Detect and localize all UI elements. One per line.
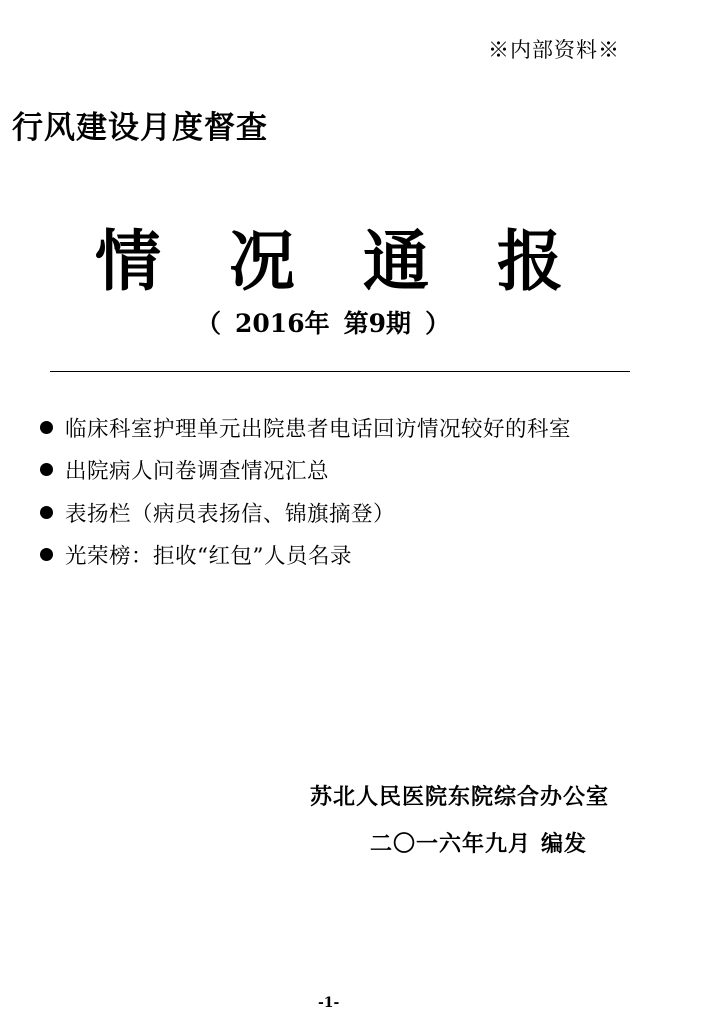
contents-item xyxy=(40,491,571,534)
issue-line xyxy=(196,304,450,340)
bullet-icon xyxy=(40,506,53,519)
issuer-name: 苏北人民医院东院综合办公室 xyxy=(310,784,610,810)
issue-year-unit: 年 xyxy=(304,309,330,338)
classification-label: ※内部资料※ xyxy=(488,38,620,62)
contents-list xyxy=(40,406,571,576)
issue-date: 二〇一六年九月 xyxy=(370,831,532,857)
issue-open-paren: （ xyxy=(196,309,222,338)
bullet-icon xyxy=(40,463,53,476)
issue-date-line xyxy=(370,827,587,858)
contents-item-text: 表扬栏（病员表扬信、锦旗摘登） xyxy=(65,501,396,527)
issue-unit: 期 xyxy=(386,309,412,338)
bulletin-supertitle: 行风建设月度督查 xyxy=(12,110,268,146)
contents-item-text: 光荣榜：拒收“红包”人员名录 xyxy=(65,544,352,570)
contents-item xyxy=(40,534,571,577)
issue-prefix: 第 xyxy=(343,309,369,338)
bullet-icon xyxy=(40,421,53,434)
bulletin-main-title: 情况通报 xyxy=(95,222,631,300)
contents-item xyxy=(40,449,571,492)
issue-action: 编发 xyxy=(541,831,588,857)
issue-year: 2016 xyxy=(235,309,305,338)
title-divider xyxy=(50,371,630,372)
bullet-icon xyxy=(40,548,53,561)
contents-item xyxy=(40,406,571,449)
issue-number: 9 xyxy=(368,309,387,338)
issue-close-paren: ） xyxy=(425,309,451,338)
page-number: -1- xyxy=(318,995,340,1011)
contents-item-text: 临床科室护理单元出院患者电话回访情况较好的科室 xyxy=(65,416,572,442)
contents-item-text: 出院病人问卷调查情况汇总 xyxy=(65,459,330,485)
